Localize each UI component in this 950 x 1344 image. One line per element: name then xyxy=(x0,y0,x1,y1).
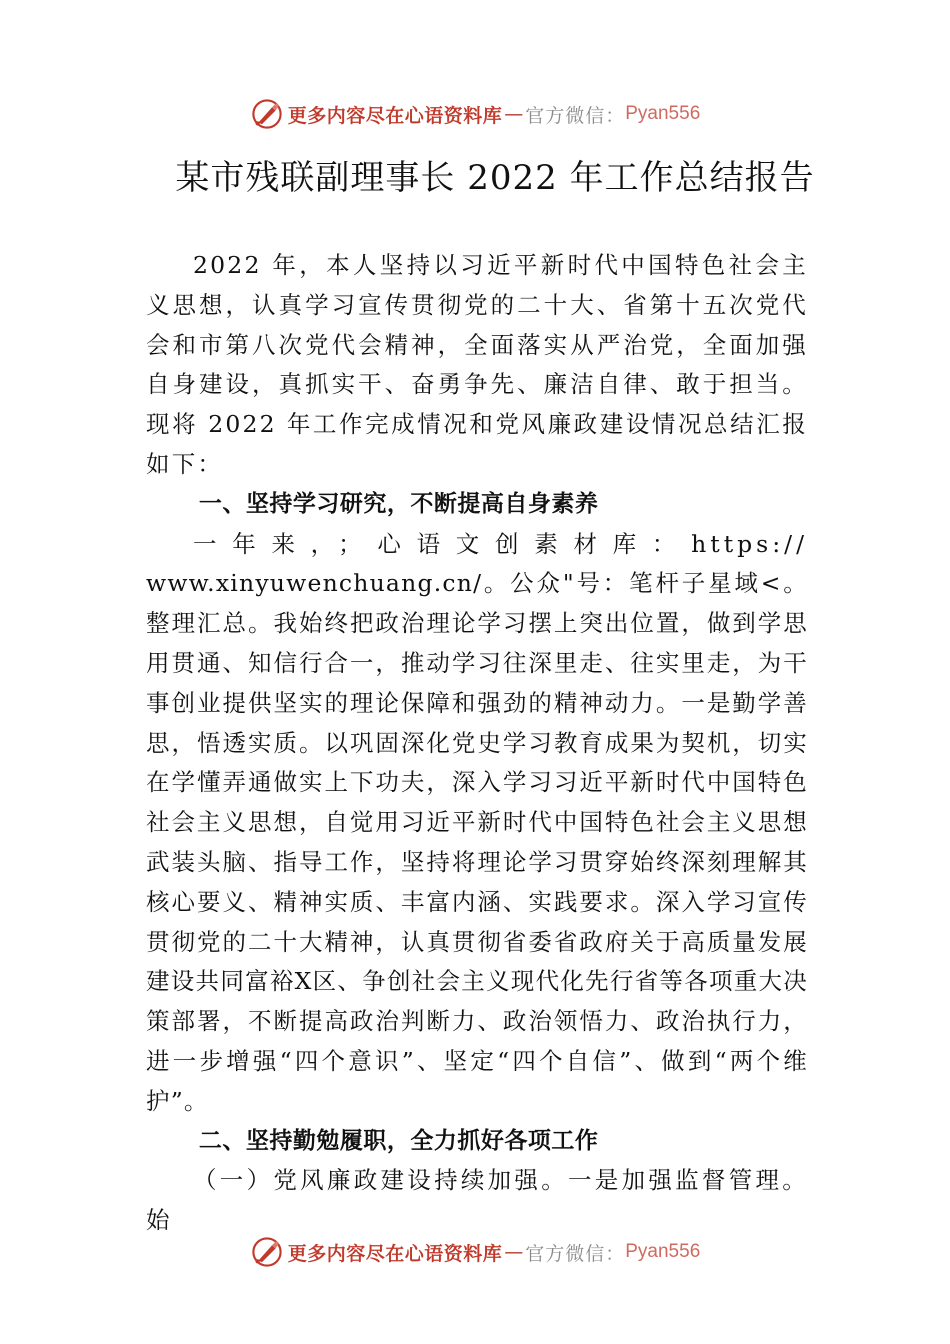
pen-nib-logo-icon xyxy=(250,1235,284,1269)
section-1-lead-line xyxy=(146,525,808,565)
watermark-id: Pyan556 xyxy=(625,103,701,124)
document-body xyxy=(146,246,808,1241)
watermark-red-text: 更多内容尽在心语资料库 xyxy=(287,1242,503,1265)
watermark-header xyxy=(0,94,950,134)
section-1-lead-text: 一年来，；心语文创素材库：https:// xyxy=(193,529,808,558)
document-title: 某市残联副理事长 2022 年工作总结报告 xyxy=(175,158,815,198)
pen-nib-logo-icon xyxy=(250,97,284,131)
section-1-paragraph: www.xinyuwenchuang.cn/。公众"号：笔杆子星域<。整理汇总。我始终把政治理论学习摆上突出位置，做到学思用贯通、知信行合一，推动学习往深里走、往实里走，为干事创业提供坚实的理论保障和强劲的精神动力。一是勤学善思，悟透实质。以巩固深化党史学习教育成果为契机，切实在学懂弄通做实上下功夫，深入学习习近平新时代中国特色社会主义思想，自觉用习近平新时代中国特色社会主义思想武装头脑、指导工作，坚持将理论学习贯穿始终深刻理解其核心要义、精神实质、丰富内涵、实践要求。深入学习宣传贯彻党的二十大精神，认真贯彻省委省政府关于高质量发展建设共同富裕X区、争创社会主义现代化先行省等各项重大决策部署，不断提高政治判断力、政治领悟力、政治执行力，进一步增强“四个意识”、坚定“四个自信”、做到“两个维护”。 xyxy=(146,569,808,1115)
watermark-dash: — xyxy=(504,103,524,125)
watermark-gray-text: 官方微信： xyxy=(525,104,626,127)
intro-paragraph: 2022 年，本人坚持以习近平新时代中国特色社会主义思想，认真学习宣传贯彻党的二十大、省第十五次党代会和市第八次党代会精神，全面落实从严治党，全面加强自身建设，真抓实干、奋勇争先、廉洁自律、敢于担当。现将 2022 年工作完成情况和党风廉政建设情况总结汇报如下： xyxy=(146,251,808,478)
section-2-heading: 二、坚持勤勉履职，全力抓好各项工作 xyxy=(198,1127,599,1154)
watermark-dash: — xyxy=(504,1241,524,1263)
watermark-red-text: 更多内容尽在心语资料库 xyxy=(287,104,503,127)
section-2-paragraph: （一）党风廉政建设持续加强。一是加强监督管理。始 xyxy=(146,1166,808,1235)
section-1-heading: 一、坚持学习研究，不断提高自身素养 xyxy=(198,490,599,517)
watermark-footer xyxy=(0,1232,950,1272)
watermark-id: Pyan556 xyxy=(625,1241,701,1262)
watermark-gray-text: 官方微信： xyxy=(525,1242,626,1265)
